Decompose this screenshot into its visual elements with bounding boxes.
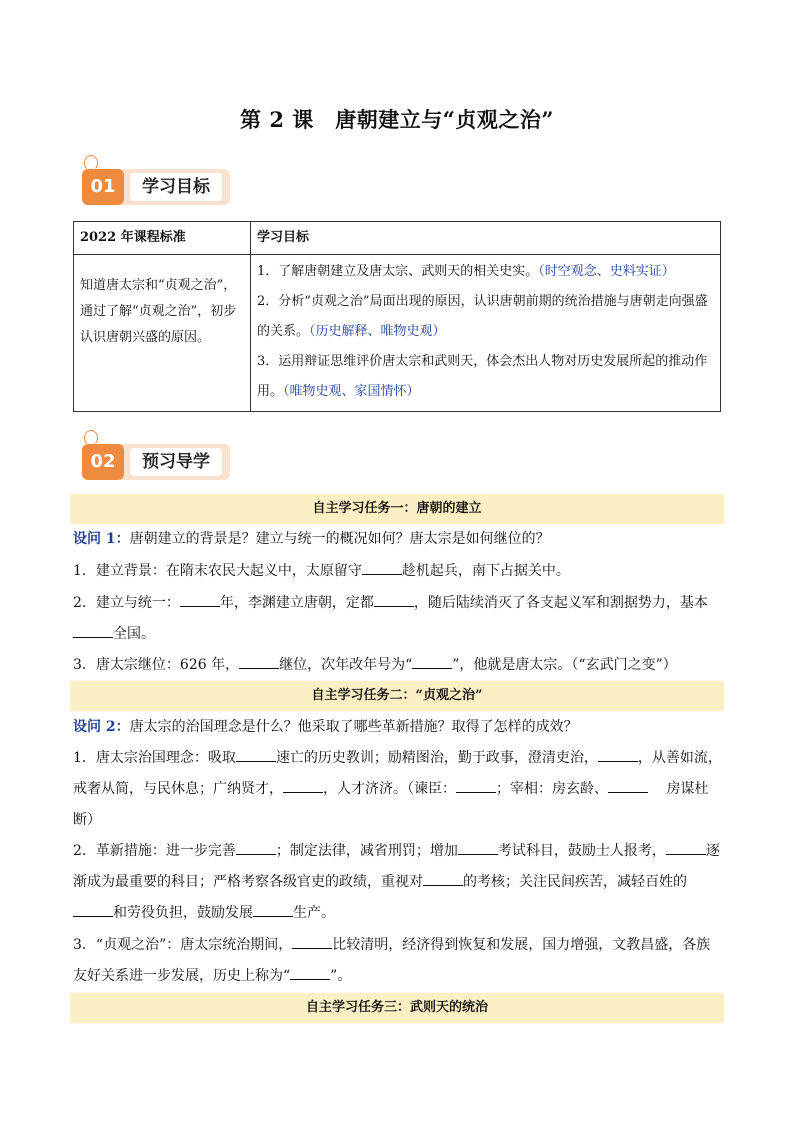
goal-1-tag: （时空观念、史料实证）	[538, 264, 675, 279]
blank[interactable]	[253, 902, 293, 917]
table-header-goals: 学习目标	[251, 222, 721, 255]
task2-line1: 1．唐太宗治国理念：吸取 速亡的历史教训；励精图治，勤于政事，澄清吏治， ，从善如流，戒奢从简，与民休息；广纳贤才， ，人才济济。（谏臣： ；宰相：房玄龄、 房谋杜断）	[73, 743, 723, 836]
blank[interactable]	[412, 654, 452, 669]
page-title: 第 2 课 唐朝建立与“贞观之治”	[240, 107, 554, 132]
section-label: 学习目标	[130, 173, 222, 201]
task2-question: 设问 2：唐太宗的治国理念是什么？他采取了哪些革新措施？取得了怎样的成效？	[73, 719, 578, 735]
task2-line2: 2．革新措施：进一步完善 ；制定法律，减省刑罚；增加 考试科目，鼓励士人报考， 逐渐成为最重要的科目；严格考察各级官吏的政绩，重视对 的考核；关注民间疾苦，减轻百姓的和劳役负担，鼓励发展 生产。	[73, 836, 723, 929]
task1-line2: 2．建立与统一： 年，李渊建立唐朝，定都 ，随后陆续消灭了各支起义军和割据势力，基本 全国。	[73, 588, 723, 650]
task1-bar: 自主学习任务一：唐朝的建立	[70, 494, 724, 524]
task1-line3: 3．唐太宗继位：626 年， 继位，次年改年号为“ ”，他就是唐太宗。（“玄武门之变”）	[73, 650, 723, 681]
goals-table	[73, 221, 721, 412]
blank[interactable]	[180, 592, 220, 607]
blank[interactable]	[423, 871, 463, 886]
task1-question: 设问 1：唐朝建立的背景是？建立与统一的概况如何？唐太宗是如何继位的？	[73, 531, 550, 547]
task3-bar: 自主学习任务三：武则天的统治	[70, 993, 724, 1023]
blank[interactable]	[73, 902, 113, 917]
goal-1: 1．了解唐朝建立及唐太宗、武则天的相关史实。	[257, 264, 539, 279]
blank[interactable]	[362, 560, 402, 575]
goal-2: 2．分析“贞观之治”局面出现的原因，认识唐朝前期的统治措施与唐朝走向强盛的关系。	[257, 294, 708, 339]
blank[interactable]	[374, 592, 414, 607]
blank[interactable]	[456, 778, 496, 793]
standard-cell: 知道唐太宗和“贞观之治”，通过了解“贞观之治”，初步认识唐朝兴盛的原因。	[74, 255, 251, 412]
blank[interactable]	[290, 965, 330, 980]
table-header-standard: 2022 年课程标准	[74, 222, 251, 255]
section-number: 02	[82, 444, 124, 480]
blank[interactable]	[239, 654, 279, 669]
task2-bar: 自主学习任务二：“贞观之治”	[70, 681, 724, 711]
blank[interactable]	[292, 934, 332, 949]
blank[interactable]	[73, 623, 113, 638]
blank[interactable]	[666, 840, 706, 855]
blank[interactable]	[458, 840, 498, 855]
blank[interactable]	[608, 778, 648, 793]
section-number: 01	[82, 169, 124, 205]
goals-cell	[251, 255, 721, 412]
section-label: 预习导学	[130, 448, 222, 476]
goal-3-tag: （唯物史观、家国情怀）	[283, 384, 420, 399]
goal-2-tag: （历史解释、唯物史观）	[309, 324, 446, 339]
task1-line1: 1．建立背景：在隋末农民大起义中，太原留守 趁机起兵，南下占据关中。	[73, 556, 723, 587]
section-badge-goals	[80, 165, 230, 205]
task2-line3: 3．“贞观之治”：唐太宗统治期间， 比较清明，经济得到恢复和发展，国力增强，文教昌盛，各族友好关系进一步发展，历史上称为“ ”。	[73, 930, 723, 992]
goal-3: 3．运用辩证思维评价唐太宗和武则天，体会杰出人物对历史发展所起的推动作用。	[257, 354, 708, 399]
blank[interactable]	[236, 840, 276, 855]
blank[interactable]	[236, 747, 276, 762]
blank[interactable]	[598, 747, 638, 762]
section-badge-preview	[80, 440, 230, 480]
blank[interactable]	[283, 778, 323, 793]
